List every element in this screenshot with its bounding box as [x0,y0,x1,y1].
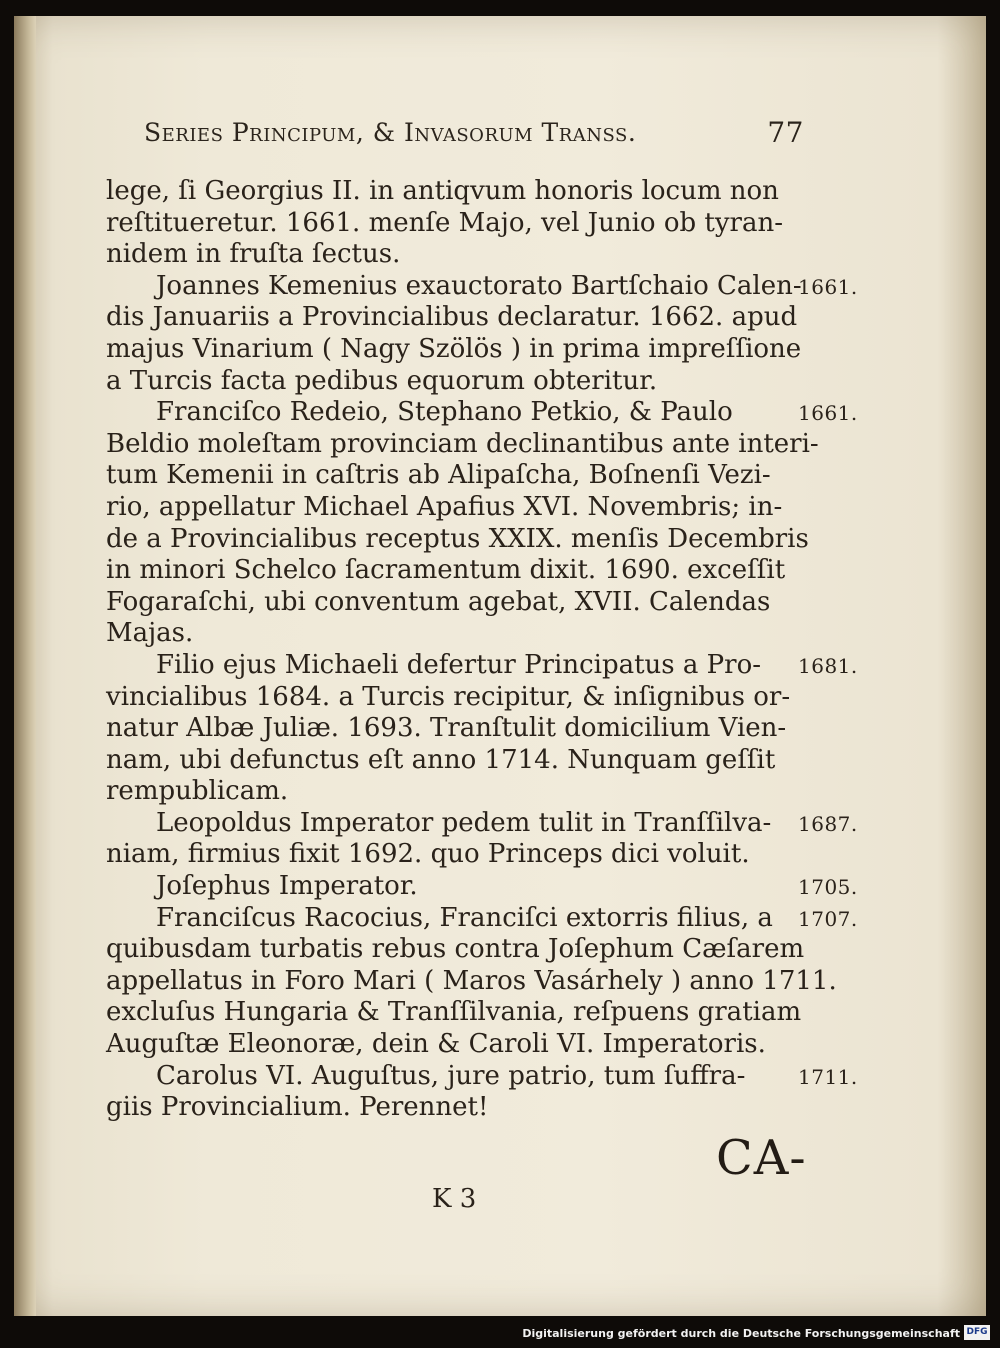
digitization-footer [0,1318,1000,1348]
margin-year: 1661. [798,274,858,299]
line-text: Leopoldus Imperator pedem tulit in Tranſſilva- [156,807,772,838]
margin-year: 1711. [798,1064,858,1089]
text-line [106,839,866,871]
line-text: Franciſco Redeio, Stephano Petkio, & Paulo [156,397,733,428]
text-line [106,808,866,840]
text-line [106,524,866,556]
line-text: reſtitueretur. 1661. menſe Majo, vel Junio ob tyran- [106,207,783,238]
text-line [106,903,866,935]
line-text: Franciſcus Racocius, Franciſci extorris filius, a [156,902,773,933]
text-line [106,745,866,777]
text-line [106,1092,866,1124]
book-page [14,16,986,1316]
margin-year: 1707. [798,906,858,931]
signature-mark: K 3 [432,1184,477,1214]
line-text: nam, ubi defunctus eſt anno 1714. Nunquam geſſit [106,744,776,775]
funding-credit: Digitalisierung gefördert durch die Deutsche Forschungsgemeinschaft [522,1327,960,1340]
text-line [106,650,866,682]
body-text [106,176,866,1124]
line-text: Majas. [106,618,194,649]
text-line [106,776,866,808]
line-text: Carolus VI. Auguſtus, jure patrio, tum ſuffra- [156,1060,746,1091]
margin-year: 1681. [798,653,858,678]
line-text: Filio ejus Michaeli defertur Principatus a Pro- [156,649,762,680]
line-text: nidem in fruſta ſectus. [106,239,401,270]
text-line [106,176,866,208]
text-line [106,587,866,619]
line-text: majus Vinarium ( Nagy Szölös ) in prima impreſſione [106,333,802,364]
line-text: rio, appellatur Michael Apafius XVI. Novembris; in- [106,491,783,522]
line-text: in minori Schelco ſacramentum dixit. 1690. exceſſit [106,555,786,586]
dfg-logo: DFG [964,1325,990,1340]
line-text: giis Provincialium. Perennet! [106,1092,489,1123]
text-line [106,618,866,650]
line-text: Auguſtæ Eleonoræ, dein & Caroli VI. Imperatoris. [106,1029,766,1060]
line-text: rempublicam. [106,776,289,807]
margin-year: 1705. [798,875,858,900]
line-text: a Turcis facta pedibus equorum obteritur. [106,365,658,396]
text-line [106,302,866,334]
line-text: tum Kemenii in caſtris ab Alipaſcha, Boſnenſi Vezi- [106,460,771,491]
text-line [106,682,866,714]
line-text: Joſephus Imperator. [156,871,418,902]
line-text: Beldio moleſtam provinciam declinantibus ante interi- [106,428,819,459]
margin-year: 1661. [798,401,858,426]
text-line [106,208,866,240]
text-line [106,1029,866,1061]
text-line [106,460,866,492]
page-number: 77 [767,116,804,149]
text-line [106,366,866,398]
line-text: natur Albæ Juliæ. 1693. Tranſtulit domicilium Vien- [106,713,787,744]
text-line [106,1061,866,1093]
line-text: lege, ſi Georgius II. in antiqvum honoris locum non [106,176,779,206]
text-line [106,966,866,998]
text-line [106,713,866,745]
text-line [106,429,866,461]
line-text: dis Januariis a Provincialibus declaratur. 1662. apud [106,302,798,333]
line-text: quibusdam turbatis rebus contra Joſephum Cæſarem [106,934,805,965]
text-line [106,997,866,1029]
text-line [106,555,866,587]
text-line [106,239,866,271]
catchword: CA- [716,1130,807,1186]
line-text: appellatus in Foro Mari ( Maros Vasárhely ) anno 1711. [106,965,837,996]
text-line [106,492,866,524]
line-text: niam, firmius fixit 1692. quo Princeps dici voluit. [106,839,750,870]
margin-year: 1687. [798,811,858,836]
text-line [106,397,866,429]
line-text: de a Provincialibus receptus XXIX. menſis Decembris [106,523,809,554]
book-spine-shadow [14,16,36,1316]
running-title: Series Principum, & Invasorum Transs. [144,118,637,147]
running-header [144,112,804,152]
text-line [106,271,866,303]
text-line [106,334,866,366]
line-text: vincialibus 1684. a Turcis recipitur, & inſignibus or- [106,681,791,712]
line-text: excluſus Hungaria & Tranſſilvania, reſpuens gratiam [106,997,802,1028]
line-text: Joannes Kemenius exauctorato Bartſchaio Calen- [156,270,802,301]
text-line [106,934,866,966]
line-text: Fogaraſchi, ubi conventum agebat, XVII. Calendas [106,586,771,617]
text-line [106,871,866,903]
